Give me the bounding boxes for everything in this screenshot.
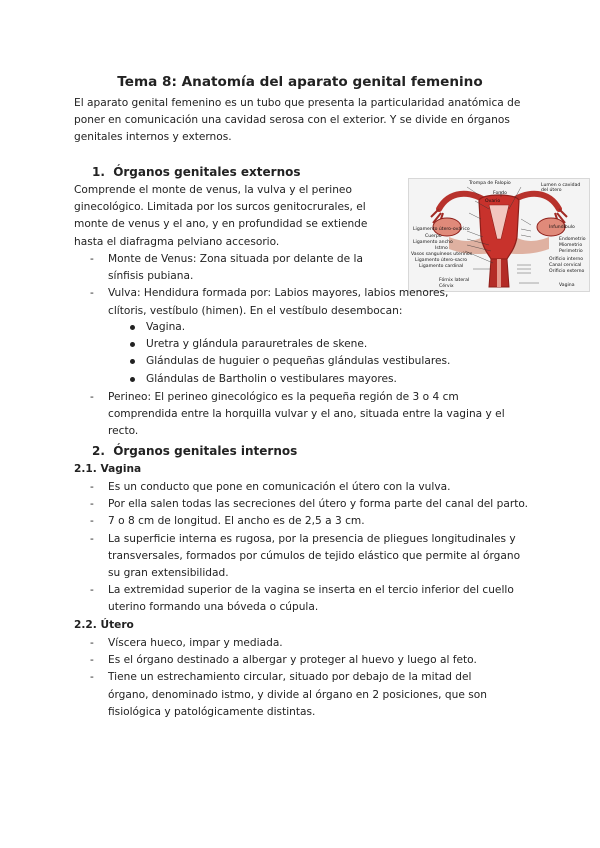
figure-label-ovario: Ovario <box>485 199 501 204</box>
figure-label-canal-cervical: Canal cervical <box>549 263 582 268</box>
list-item: - Es un conducto que pone en comunicación el útero con la vulva. <box>90 481 451 493</box>
figure-label-lig-cardinal: Ligamento cardinal <box>419 264 464 269</box>
list-item: - Es el órgano destinado a albergar y proteger al huevo y luego al feto. <box>90 654 477 667</box>
figure-label-lig-utero-ovarico: Ligamento útero-ovárico <box>413 227 470 232</box>
section-1-heading <box>92 164 301 181</box>
list-item: - Monte de Venus: Zona situada por delante de la sínfisis pubiana. <box>90 253 363 283</box>
figure-label-fondo: Fondo <box>493 191 507 196</box>
figure-label-cervix: Cérvix <box>439 284 454 289</box>
list-item: Uretra y glándula parauretrales de skene. <box>126 336 486 353</box>
utero-list <box>90 635 510 721</box>
figure-label-fornix: Fórnix lateral <box>439 278 470 283</box>
vagina-list <box>90 479 530 617</box>
uterus-anatomy-figure <box>408 178 590 292</box>
list-item: - Por ella salen todas las secreciones del útero y forma parte del canal del parto. <box>90 498 529 511</box>
perineo-text: Perineo: El perineo ginecológico es la pequeña región de 3 o 4 cm comprendida entre la horquilla vulvar y el ano, situada entre la vagina y el recto. <box>108 391 505 438</box>
section-2-title: Órganos genitales internos <box>113 444 298 458</box>
page-title: Tema 8: Anatomía del aparato genital femenino <box>117 74 483 90</box>
bullet-icon <box>130 325 135 330</box>
figure-label-vasos: Vasos sanguíneos uterinos <box>411 252 473 257</box>
list-item: - La superficie interna es rugosa, por la presencia de pliegues longitudinales y transversales, formados por cúmulos de tejido elástico que permite al órgano su gran extensibilidad. <box>90 532 521 580</box>
section-1-number: 1. <box>92 165 105 179</box>
section-2-number: 2. <box>92 444 105 458</box>
figure-label-infundibulo: Infundíbulo <box>549 225 575 230</box>
list-item: - 7 o 8 cm de longitud. El ancho es de 2,5 a 3 cm. <box>90 515 365 528</box>
monte-venus-text: Monte de Venus: Zona situada por delante de la sínfisis pubiana. <box>108 253 363 283</box>
figure-label-perimetrio: Perimetrio <box>559 249 583 254</box>
figure-label-lig-ancho: Ligamento ancho <box>413 240 453 245</box>
perineo-list <box>90 389 510 441</box>
list-item: - La extremidad superior de la vagina se inserta en el tercio inferior del cuello uterino formando una bóveda o cúpula. <box>90 584 514 614</box>
vulva-text: Vulva: Hendidura formada por: Labios mayores, labios menores, clítoris, vestíbulo (himen). En el vestíbulo desembocan: <box>108 287 449 317</box>
figure-label-cuerpo: Cuerpo <box>425 234 442 239</box>
list-item: - Víscera hueco, impar y mediada. <box>90 637 283 649</box>
section-1-title: Órganos genitales externos <box>113 165 301 179</box>
intro-paragraph: El aparato genital femenino es un tubo que presenta la particularidad anatómica de poner en comunicación una cavidad serosa con el exterior. Y se divide en órganos genitales internos y externos. <box>74 97 521 144</box>
figure-label-miometrio: Miometrio <box>559 243 583 248</box>
list-item: Glándulas de huguier o pequeñas glándulas vestibulares. <box>126 353 486 370</box>
bullet-icon <box>130 377 135 382</box>
list-item: - Vulva: Hendidura formada por: Labios mayores, labios menores, clítoris, vestíbulo (himen). En el vestíbulo desembocan: <box>90 287 449 317</box>
figure-label-lumen: Lumen o cavidad del útero <box>541 183 581 193</box>
utero-heading: 2.2. Útero <box>74 619 134 631</box>
bullet-icon <box>130 342 135 347</box>
figure-label-orificio-interno: Orificio interno <box>549 257 584 262</box>
figure-label-lig-utero-sacro: Ligamento útero-sacro <box>415 258 468 263</box>
list-item: - Tiene un estrechamiento circular, situado por debajo de la mitad del órgano, denominado istmo, y divide al órgano en 2 posiciones, que son fisiológica y patológicamente distintas. <box>90 671 487 718</box>
list-item: Glándulas de Bartholin o vestibulares mayores. <box>126 371 486 388</box>
list-item: - Perineo: El perineo ginecológico es la pequeña región de 3 o 4 cm comprendida entre la horquilla vulvar y el ano, situada entre la vagina y el recto. <box>90 391 505 438</box>
vestibule-list <box>126 319 486 388</box>
vagina-heading: 2.1. Vagina <box>74 463 142 475</box>
figure-label-vagina: Vagina <box>559 283 575 288</box>
bullet-icon <box>130 359 135 364</box>
figure-label-trompa: Trompa de Falopio <box>469 181 511 186</box>
figure-label-endometrio: Endometrio <box>559 237 586 242</box>
figure-label-istmo: Istmo <box>435 246 448 251</box>
figure-label-orificio-externo: Orificio externo <box>549 269 585 274</box>
section-2-heading <box>92 443 297 460</box>
list-item: Vagina. <box>126 319 486 336</box>
section-1-intro: Comprende el monte de venus, la vulva y el perineo ginecológico. Limitada por los surcos genitocrurales, el monte de venus y el ano, y en profundidad se extiende hasta el diafragma pelviano accesorio. <box>74 184 368 248</box>
